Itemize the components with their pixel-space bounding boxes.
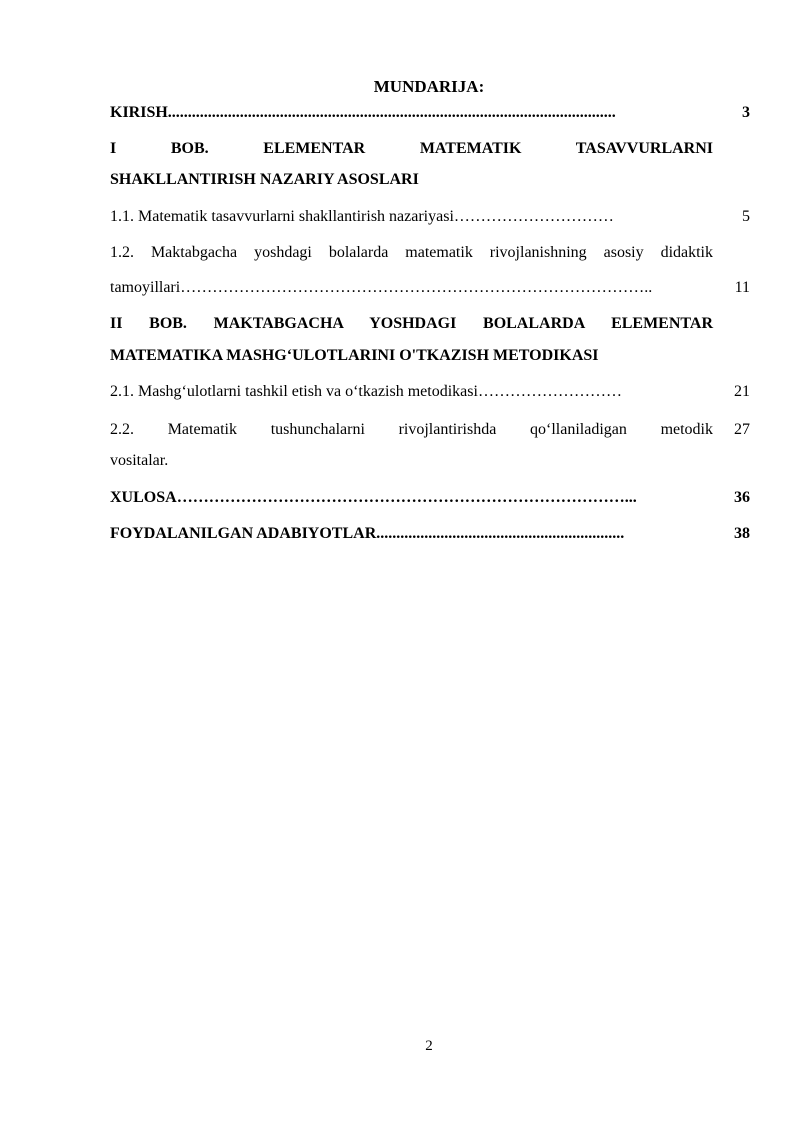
toc-chapter-title: II BOB. MAKTABGACHA YOSHDAGI BOLALARDA ELEMENTAR: [110, 315, 713, 332]
toc-chapter-title: SHAKLLANTIRISH NAZARIY ASOSLARI: [110, 171, 419, 188]
toc-entry-1-1[interactable]: [110, 201, 750, 233]
toc-chapter-2-line1[interactable]: [110, 308, 750, 340]
toc-heading: MUNDARIJA:: [373, 77, 485, 96]
toc-entry-2-2-line2[interactable]: [110, 445, 750, 477]
toc-entry-text: tamoyillari……………………………………………………………………………..: [110, 279, 653, 296]
toc-entry-1-2-line1[interactable]: [110, 237, 750, 269]
toc-entry-2-1[interactable]: [110, 376, 750, 408]
toc-chapter-1-line2[interactable]: [110, 164, 750, 196]
toc-chapter-2-line2[interactable]: [110, 340, 750, 372]
toc-chapter-1-line1[interactable]: [110, 133, 750, 165]
toc-page-number: 5: [742, 208, 750, 225]
toc-entry-kirish[interactable]: [110, 97, 750, 129]
toc-entry-text: 2.2. Matematik tushunchalarni rivojlantirishda qo‘llaniladigan metodik: [110, 421, 713, 438]
toc-entry-2-2-line1[interactable]: [110, 414, 750, 446]
toc-entry-1-2-line2[interactable]: [110, 272, 750, 304]
toc-chapter-title: I BOB. ELEMENTAR MATEMATIK TASAVVURLARNI: [110, 140, 713, 157]
toc-page-number: 38: [734, 525, 750, 542]
toc-page-number: 21: [734, 383, 750, 400]
toc-page-number: 3: [742, 104, 750, 121]
toc-entry-text: 1.1. Matematik tasavvurlarni shakllantirish nazariyasi…………………………: [110, 208, 614, 225]
toc-entry-text: 2.1. Mashg‘ulotlarni tashkil etish va o‘tkazish metodikasi………………………: [110, 383, 622, 400]
page-number: 2: [425, 1038, 433, 1054]
toc-page-number: 36: [734, 489, 750, 506]
toc-page-number: 11: [734, 279, 750, 296]
toc-entry-text: vositalar.: [110, 452, 169, 469]
toc-entry-text: XULOSA…………………………………………………………………………...: [110, 489, 637, 506]
toc-entry-adabiyotlar[interactable]: [110, 518, 750, 550]
toc-page-number: 27: [734, 421, 750, 438]
toc-entry-xulosa[interactable]: [110, 482, 750, 514]
toc-chapter-title: MATEMATIKA MASHG‘ULOTLARINI O'TKAZISH METODIKASI: [110, 347, 599, 364]
toc-entry-text: 1.2. Maktabgacha yoshdagi bolalarda matematik rivojlanishning asosiy didaktik: [110, 244, 713, 261]
toc-entry-text: KIRISH................................................................................................................: [110, 104, 616, 121]
toc-entry-text: FOYDALANILGAN ADABIYOTLAR..............................................................: [110, 525, 625, 542]
